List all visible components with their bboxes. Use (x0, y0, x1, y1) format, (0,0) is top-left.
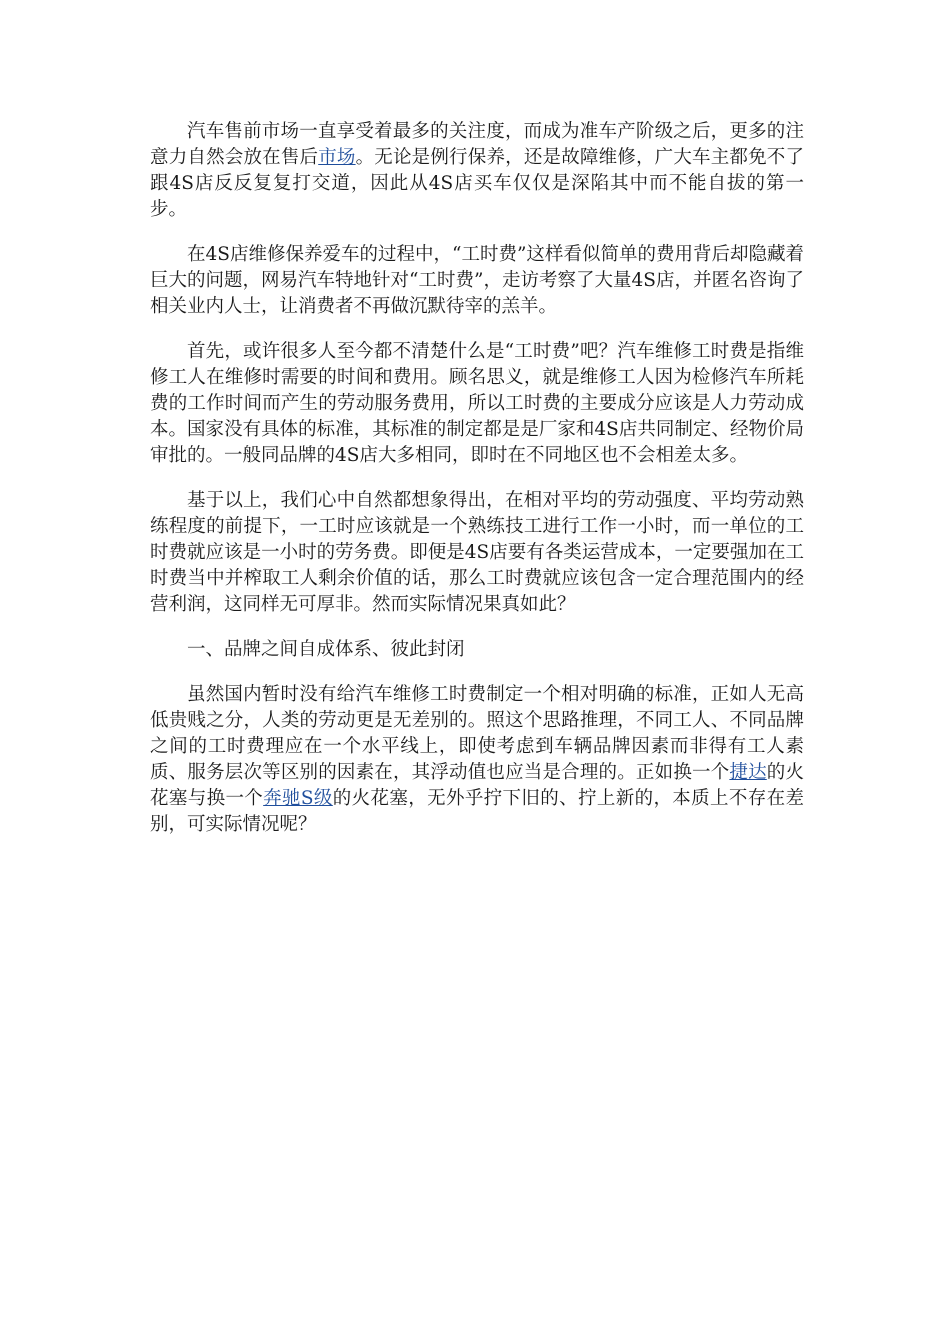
section-heading-1: 一、品牌之间自成体系、彼此封闭 (187, 639, 465, 660)
paragraph-5-text-a: 虽然国内暂时没有给汽车维修工时费制定一个相对明确的标准，正如人无高低贵贱之分，人类的劳动更是无差别的。照这个思路推理，不同工人、不同品牌之间的工时费理应在一个水平线上，即使考虑到车辆品牌因素而非得有工人素质、服务层次等区别的因素在，其浮动值也应当是合理的。正如换一个 (150, 684, 804, 783)
paragraph-1 (150, 119, 804, 223)
paragraph-3: 首先，或许很多人至今都不清楚什么是“工时费”吧？汽车维修工时费是指维修工人在维修时需要的时间和费用。顾名思义，就是维修工人因为检修汽车所耗费的工作时间而产生的劳动服务费用，所以工时费的主要成分应该是人力劳动成本。国家没有具体的标准，其标准的制定都是是厂家和4S店共同制定、经物价局审批的。一般同品牌的4S店大多相同，即时在不同地区也不会相差太多。 (150, 341, 804, 466)
paragraph-5-text-b: 的火花塞与换一个 (150, 762, 804, 809)
paragraph-1-text-a: 汽车售前市场一直享受着最多的关注度，而成为准车产阶级之后，更多的注意力自然会放在售后 (150, 121, 804, 168)
link-market[interactable]: 市场 (318, 147, 356, 168)
paragraph-2: 在4S店维修保养爱车的过程中，“工时费”这样看似简单的费用背后却隐藏着巨大的问题，网易汽车特地针对“工时费”，走访考察了大量4S店，并匿名咨询了相关业内人士，让消费者不再做沉默待宰的羔羊。 (150, 244, 804, 317)
link-benz-s-class[interactable]: 奔驰S级 (263, 788, 333, 809)
paragraph-5 (150, 682, 804, 838)
article-body (150, 119, 804, 857)
link-jetta[interactable]: 捷达 (729, 762, 767, 783)
paragraph-4: 基于以上，我们心中自然都想象得出，在相对平均的劳动强度、平均劳动熟练程度的前提下，一工时应该就是一个熟练技工进行工作一小时，而一单位的工时费就应该是一小时的劳务费。即便是4S店要有各类运营成本，一定要强加在工时费当中并榨取工人剩余价值的话，那么工时费就应该包含一定合理范围内的经营利润，这同样无可厚非。然而实际情况果真如此？ (150, 490, 804, 615)
paragraph-5-text-c: 的火花塞，无外乎拧下旧的、拧上新的，本质上不存在差别，可实际情况呢？ (150, 788, 804, 835)
paragraph-1-text-b: 。无论是例行保养，还是故障维修，广大车主都免不了跟4S店反反复复打交道，因此从4S店买车仅仅是深陷其中而不能自拔的第一步。 (150, 147, 804, 220)
